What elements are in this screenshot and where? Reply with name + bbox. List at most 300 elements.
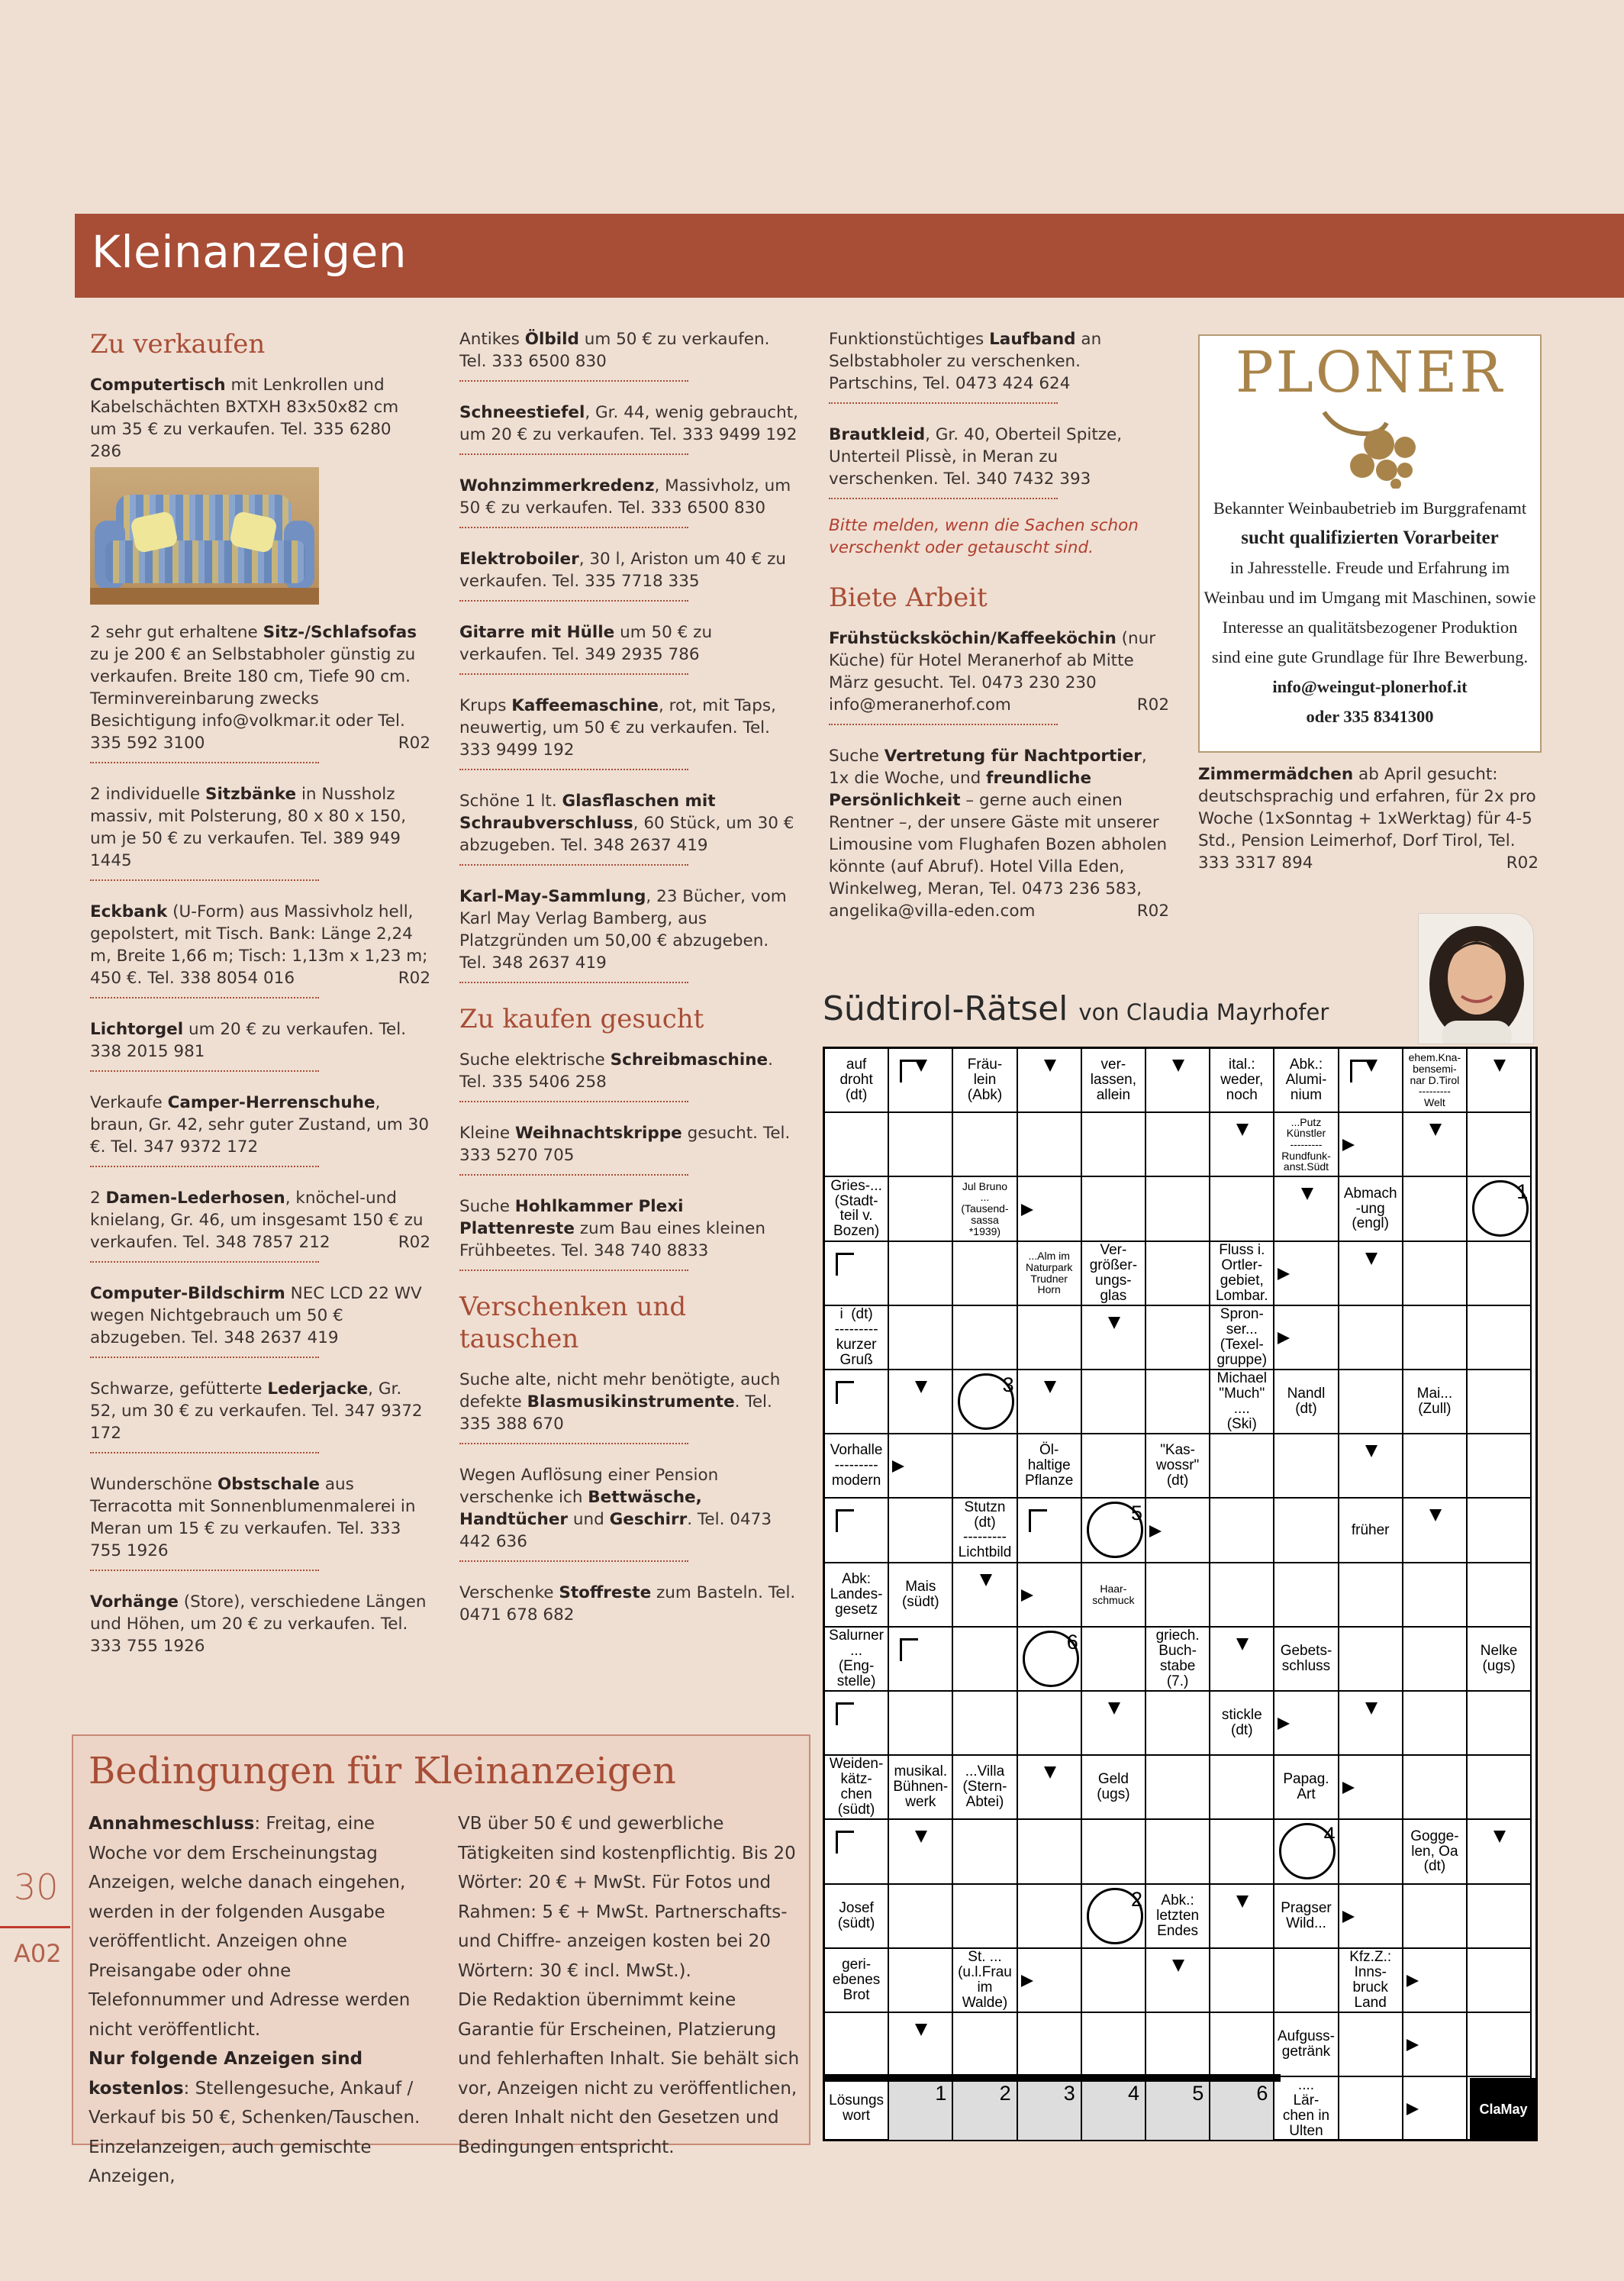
crossword-cell[interactable] — [1468, 1306, 1532, 1370]
arrow-down-icon — [1236, 1895, 1249, 1908]
crossword-cell[interactable]: Lösungs wort — [825, 2077, 889, 2141]
crossword-cell[interactable]: Nandl (dt) — [1274, 1370, 1339, 1434]
crossword-cell[interactable] — [1403, 1306, 1468, 1370]
crossword-cell[interactable] — [825, 1113, 889, 1177]
crossword-cell[interactable] — [1274, 1499, 1339, 1563]
ad-text: zu je 200 € an Selbstabholer günstig zu verkaufen. Breite 180 cm, Tiefe 90 cm. Terminvereinbarung zwecks Besichtigung info@volkmar.it oder Tel. 335 592 3100 — [90, 645, 416, 753]
crossword-cell[interactable] — [1018, 1820, 1082, 1884]
crossword-cell[interactable]: St. ... (u.l.Frau im Walde) — [953, 1949, 1017, 2013]
crossword-cell[interactable] — [1468, 2013, 1532, 2077]
classified-ad — [90, 1018, 407, 1072]
crossword-cell[interactable]: Ver- größer- ungs- glas — [1082, 1242, 1146, 1306]
crossword-cell[interactable] — [1146, 1820, 1210, 1884]
page-code: A02 — [14, 1939, 62, 1968]
arrow-down-icon — [1172, 1060, 1184, 1072]
hook-arrow-icon — [900, 1060, 918, 1082]
crossword-cell[interactable] — [1210, 1499, 1274, 1563]
solution-number: 6 — [1066, 1630, 1078, 1653]
crossword-cell[interactable] — [1210, 2013, 1274, 2077]
ad-text: aus Terracotta mit Sonnenblumenmalerei in Meran um 15 € zu verkaufen. Tel. 333 755 1926 — [90, 1475, 416, 1560]
crossword-cell[interactable] — [953, 1113, 1017, 1177]
crossword-cell[interactable] — [889, 1499, 953, 1563]
arrow-down-icon — [1108, 1702, 1120, 1715]
arrow-down-icon — [1108, 1317, 1120, 1329]
ad-text: (U-Form) aus Massivholz hell, gepolstert, mit Tisch. Bank: Länge 2,24 m, Breite 1,66 m; Tisch: 1,13m x 1,23 m; 450 €. Tel. 338 8054 016 — [90, 902, 428, 988]
ad-text: Verschenke — [459, 1583, 559, 1602]
crossword-cell[interactable]: Salurner ... (Eng- stelle) — [825, 1628, 889, 1692]
crossword-cell[interactable]: ...Putz Künstler --------- Rundfunk- anst.Südt — [1274, 1113, 1339, 1177]
crossword-cell[interactable]: Papag. Art — [1274, 1756, 1339, 1820]
ad-text: (nur Küche) für Hotel Meranerhof ab Mitte März gesucht. Tel. 0473 230 230 info@meranerhof.com — [829, 629, 1156, 715]
ad-text: , Massivholz, um 50 € zu verkaufen. Tel. 333 6500 830 — [459, 476, 791, 518]
crossword-cell[interactable]: ital.: weder, noch — [1210, 1049, 1274, 1113]
crossword-cell[interactable] — [1018, 1499, 1082, 1563]
author-photo — [1418, 913, 1534, 1044]
crossword-cell[interactable] — [1339, 1370, 1403, 1434]
crossword-cell[interactable] — [1468, 1563, 1532, 1628]
crossword-cell[interactable] — [1468, 1820, 1532, 1884]
crossword-cell[interactable] — [1468, 1242, 1532, 1306]
crossword-cell[interactable] — [825, 1820, 889, 1884]
arrow-down-icon — [980, 1574, 992, 1586]
ad-text: gesucht. Tel. 333 5270 705 — [459, 1124, 791, 1165]
crossword-cell[interactable] — [1082, 1820, 1146, 1884]
conditions-text: Die Redaktion übernimmt keine Garantie für Erscheinen, Platzierung und fehlerhaften Inhalt. Sie behält sich vor, Anzeigen nicht zu veröffentlichen, deren Inhalt nicht den Gesetzen und Bedingungen entspricht. — [458, 1990, 800, 2157]
ad-bold: Geschirr — [609, 1510, 688, 1529]
crossword-cell[interactable] — [1339, 2077, 1403, 2141]
arrow-down-icon — [1044, 1060, 1056, 1072]
puzzle-author: von Claudia Mayrhofer — [1078, 999, 1329, 1025]
crossword-cell[interactable] — [1274, 1563, 1339, 1628]
ad-text: in Nussholz massiv, mit Polsterung, 80 x 80 x 150, um je 50 € zu verkaufen. Tel. 389 949 1445 — [90, 785, 407, 870]
crossword-cell[interactable]: Gries-... (Stadt- teil v. Bozen) — [825, 1177, 889, 1241]
crossword-cell[interactable] — [1468, 1692, 1532, 1756]
crossword-cell[interactable]: Michael "Much" .... (Ski) — [1210, 1370, 1274, 1434]
crossword-cell[interactable]: .... Lär- chen in Ulten — [1274, 2077, 1339, 2141]
ploner-phone: oder 335 8341300 — [1306, 707, 1434, 726]
crossword-cell[interactable] — [1339, 2013, 1403, 2077]
ad-text: , 1x die Woche, und — [829, 747, 1147, 788]
ad-bold: Obstschale — [217, 1475, 321, 1494]
arrow-down-icon — [1044, 1381, 1056, 1393]
crossword-cell[interactable] — [1082, 1306, 1146, 1370]
crossword-cell[interactable]: Mais (südt) — [889, 1563, 953, 1628]
crossword-cell[interactable]: Nelke (ugs) — [1468, 1628, 1532, 1692]
crossword-cell[interactable] — [953, 1692, 1017, 1756]
crossword-cell[interactable] — [1146, 1756, 1210, 1820]
crossword-cell[interactable] — [1210, 1563, 1274, 1628]
classified-ad — [829, 424, 1123, 499]
crossword-cell[interactable]: Spron- ser... (Texel- gruppe) — [1210, 1306, 1274, 1370]
crossword-cell[interactable] — [1403, 1628, 1468, 1692]
ad-text: Antikes — [459, 330, 525, 349]
classified-ad — [90, 1187, 430, 1263]
arrow-right-icon — [1406, 2103, 1419, 2115]
crossword-cell[interactable] — [1018, 1756, 1082, 1820]
puzzle-title-text: Südtirol-Rätsel — [823, 989, 1068, 1028]
ploner-line: Bekannter Weinbaubetrieb im Burggrafenamt — [1213, 498, 1527, 518]
ad-bold: Eckbank — [90, 902, 168, 921]
hook-arrow-icon — [836, 1509, 854, 1532]
classified-ad — [90, 901, 430, 999]
crossword-cell[interactable] — [1146, 1370, 1210, 1434]
ad-text: zum Basteln. Tel. 0471 678 682 — [459, 1583, 796, 1624]
crossword-cell[interactable] — [1146, 1563, 1210, 1628]
ad-bold: Wohnzimmerkredenz — [459, 476, 655, 495]
arrow-right-icon — [1278, 1718, 1290, 1730]
crossword-cell[interactable] — [1274, 1434, 1339, 1499]
arrow-down-icon — [1301, 1188, 1313, 1200]
solution-bar — [823, 2074, 1281, 2082]
crossword-cell[interactable] — [1082, 1949, 1146, 2013]
crossword-cell[interactable]: Pragser Wild... — [1274, 1885, 1339, 1949]
crossword-cell[interactable]: Abk.: Alumi- nium — [1274, 1049, 1339, 1113]
arrow-down-icon — [915, 2024, 927, 2036]
crossword-cell[interactable] — [1403, 1563, 1468, 1628]
crossword-cell[interactable] — [889, 1820, 953, 1884]
arrow-right-icon — [1021, 1204, 1033, 1216]
hook-arrow-icon — [1350, 1060, 1368, 1082]
ad-bold: Kaffeemaschine — [511, 696, 659, 715]
crossword-cell[interactable] — [1082, 1434, 1146, 1499]
crossword-cell[interactable] — [1210, 1434, 1274, 1499]
ploner-email[interactable]: info@weingut-plonerhof.it — [1272, 677, 1468, 696]
crossword-cell[interactable] — [889, 1049, 953, 1113]
classified-ad — [459, 621, 713, 675]
crossword-cell[interactable]: Abk: Landes- gesetz — [825, 1563, 889, 1628]
crossword-cell[interactable] — [1403, 1499, 1468, 1563]
crossword-cell[interactable] — [889, 1692, 953, 1756]
crossword-cell[interactable] — [825, 2013, 889, 2077]
crossword-cell[interactable] — [889, 1242, 953, 1306]
crossword-cell[interactable] — [1146, 1049, 1210, 1113]
ad-bold: Karl-May-Sammlung — [459, 887, 646, 906]
crossword-cell[interactable] — [1339, 1434, 1403, 1499]
crossword-cell[interactable] — [1468, 1113, 1532, 1177]
crossword-cell[interactable]: Josef (südt) — [825, 1885, 889, 1949]
hook-arrow-icon — [836, 1381, 854, 1404]
ad-text: Suche alte, nicht mehr benötigte, auch defekte — [459, 1370, 781, 1412]
conditions-bold: Annahmeschluss — [89, 1814, 255, 1834]
crossword-cell[interactable] — [825, 1692, 889, 1756]
solution-number: 2 — [999, 2082, 1011, 2105]
arrow-right-icon — [1342, 1782, 1355, 1794]
ad-bold: Lichtorgel — [90, 1020, 184, 1039]
crossword-cell[interactable] — [889, 1177, 953, 1241]
ad-bold: Schneestiefel — [459, 403, 585, 422]
crossword-cell[interactable]: geri- ebenes Brot — [825, 1949, 889, 2013]
crossword-cell[interactable] — [889, 2013, 953, 2077]
ad-code: R02 — [1136, 695, 1169, 715]
puzzle-brand: ClaMay — [1470, 2078, 1537, 2141]
crossword-cell[interactable]: i (dt) --------- kurzer Gruß — [825, 1306, 889, 1370]
crossword-cell[interactable] — [1082, 1370, 1146, 1434]
ad-text: , 23 Bücher, vom Karl May Verlag Bamberg, aus Platzgründen um 50,00 € abzugeben. Tel. 348 2637 419 — [459, 887, 787, 973]
ad-text: 2 sehr gut erhaltene — [90, 623, 263, 642]
crossword-cell[interactable] — [1018, 1692, 1082, 1756]
arrow-down-icon — [1365, 1253, 1378, 1265]
ad-bold: Sitz-/Schlafsofas — [263, 623, 417, 642]
crossword-cell[interactable] — [1082, 1692, 1146, 1756]
crossword-cell[interactable] — [1339, 1049, 1403, 1113]
crossword-cell[interactable] — [1146, 1949, 1210, 2013]
conditions-box — [72, 1734, 810, 2186]
crossword-cell[interactable] — [1146, 1113, 1210, 1177]
ploner-headline: sucht qualifizierten Vorarbeiter — [1241, 528, 1499, 548]
crossword-cell[interactable] — [1339, 1563, 1403, 1628]
crossword-cell[interactable]: griech. Buch- stabe (7.) — [1146, 1628, 1210, 1692]
crossword-cell[interactable]: "Kas- wossr" (dt) — [1146, 1434, 1210, 1499]
crossword-cell[interactable] — [825, 1370, 889, 1434]
crossword-cell[interactable] — [825, 1499, 889, 1563]
crossword-cell[interactable]: musikal. Bühnen- werk — [889, 1756, 953, 1820]
hook-arrow-icon — [836, 1253, 854, 1276]
ad-text: Wegen Auflösung einer Pension verschenke ich — [459, 1466, 719, 1507]
crossword-cell[interactable] — [1403, 1434, 1468, 1499]
arrow-right-icon — [1021, 1975, 1033, 1987]
crossword-cell[interactable] — [1339, 1628, 1403, 1692]
crossword-cell[interactable] — [1210, 1628, 1274, 1692]
crossword-cell[interactable]: Geld (ugs) — [1082, 1756, 1146, 1820]
classified-ad — [459, 886, 787, 983]
crossword-cell[interactable]: Vorhalle --------- modern — [825, 1434, 889, 1499]
classified-ad — [90, 1092, 430, 1167]
crossword-cell[interactable] — [1339, 1820, 1403, 1884]
crossword-cell[interactable] — [953, 1306, 1017, 1370]
ad-text: zum Bau eines kleinen Frühbeetes. Tel. 348 740 8833 — [459, 1219, 766, 1260]
ad-text: , Gr. 44, wenig gebraucht, um 20 € zu verkaufen. Tel. 333 9499 192 — [459, 403, 799, 444]
crossword-cell[interactable] — [1018, 1113, 1082, 1177]
crossword-cell[interactable] — [1468, 1049, 1532, 1113]
column-2 — [459, 328, 810, 1653]
classified-ad — [459, 1582, 796, 1634]
crossword-cell[interactable] — [1468, 1949, 1532, 2013]
section-heading-arbeit: Biete Arbeit — [829, 582, 988, 613]
crossword-cell[interactable]: Haar- schmuck — [1082, 1563, 1146, 1628]
crossword-cell[interactable] — [1274, 1177, 1339, 1241]
crossword-cell[interactable] — [889, 1885, 953, 1949]
ad-text: ab April gesucht: deutschsprachig und erfahren, für 2x pro Woche (1xSonntag + 1xWerktag) für 4-5 Std., Pension Leimerhof, Dorf Tirol, Tel. 333 3317 894 — [1198, 765, 1536, 873]
crossword-cell[interactable] — [1018, 1306, 1082, 1370]
section-heading-tauschen: Verschenken und tauschen — [459, 1292, 687, 1354]
hook-arrow-icon — [1029, 1509, 1047, 1532]
ad-text: Verkaufe — [90, 1093, 168, 1112]
ad-code: R02 — [398, 969, 430, 988]
crossword-cell[interactable]: stickle (dt) — [1210, 1692, 1274, 1756]
arrow-right-icon — [1021, 1589, 1033, 1602]
arrow-down-icon — [1236, 1124, 1249, 1136]
crossword-cell[interactable] — [1146, 1177, 1210, 1241]
classified-ad — [829, 628, 1169, 725]
crossword-cell[interactable] — [1210, 1177, 1274, 1241]
hook-arrow-icon — [836, 1702, 854, 1725]
crossword-cell[interactable] — [825, 1242, 889, 1306]
ad-bold: Gitarre mit Hülle — [459, 623, 615, 642]
arrow-down-icon — [1429, 1124, 1442, 1136]
crossword-cell[interactable] — [1339, 1306, 1403, 1370]
classified-ad — [90, 1378, 423, 1453]
ad-text: , Gr. 40, Oberteil Spitze, Unterteil Plissè, in Meran zu verschenken. Tel. 340 7432 393 — [829, 425, 1123, 489]
arrow-down-icon — [1172, 1960, 1184, 1972]
ad-bold: Hohlkammer Plexi Plattenreste — [459, 1197, 684, 1238]
page-title: Kleinanzeigen — [92, 226, 408, 278]
ad-text: mit Lenkrollen und Kabelschächten BXTXH 83x50x82 cm um 35 € zu verkaufen. Tel. 335 6280 286 — [90, 376, 399, 461]
ad-text: , braun, Gr. 42, sehr guter Zustand, um 30 €. Tel. 347 9372 172 — [90, 1093, 430, 1157]
crossword-cell[interactable] — [1210, 1113, 1274, 1177]
ad-text: , rot, mit Taps, neuwertig, um 50 € zu verkaufen. Tel. 333 9499 192 — [459, 696, 776, 760]
crossword-cell[interactable]: auf droht (dt) — [825, 1049, 889, 1113]
ad-text: (Store), verschiedene Längen und Höhen, um 20 € zu verkaufen. Tel. 333 755 1926 — [90, 1592, 427, 1656]
crossword-cell[interactable] — [1468, 1499, 1532, 1563]
ad-bold: Elektroboiler — [459, 550, 579, 569]
classified-ad — [459, 1049, 773, 1102]
crossword-cell[interactable]: Fräu- lein (Abk) — [953, 1049, 1017, 1113]
solution-number: 5 — [1192, 2082, 1204, 2105]
note-text: Bitte melden, wenn die Sachen schon verschenkt oder getauscht sind. — [829, 516, 1139, 557]
crossword-cell[interactable] — [1339, 1242, 1403, 1306]
crossword-cell[interactable] — [1146, 1306, 1210, 1370]
crossword-cell[interactable]: Jul Bruno ... (Tausend- sassa *1939) — [953, 1177, 1017, 1241]
ad-code: R02 — [398, 1233, 430, 1252]
crossword-cell[interactable] — [889, 1628, 953, 1692]
ad-text: um 50 € zu verkaufen. Tel. 349 2935 786 — [459, 623, 713, 664]
crossword-cell[interactable]: ehem.Kna- bensemi- nar D.Tirol --------- Welt — [1403, 1049, 1468, 1113]
ad-bold: Frühstücksköchin/Kaffeeköchin — [829, 629, 1116, 648]
crossword-cell[interactable] — [1468, 1756, 1532, 1820]
arrow-down-icon — [1429, 1509, 1442, 1521]
arrow-down-icon — [915, 1381, 927, 1393]
solution-number: 3 — [1063, 2082, 1075, 2105]
crossword-cell[interactable] — [1274, 1949, 1339, 2013]
ad-bold: Schreibmaschine — [610, 1050, 768, 1070]
crossword-cell[interactable] — [1339, 1692, 1403, 1756]
crossword-cell[interactable]: Mai... (Zull) — [1403, 1370, 1468, 1434]
crossword-cell[interactable] — [1403, 1885, 1468, 1949]
ad-bold: Weihnachtskrippe — [514, 1124, 682, 1143]
ad-bold: Glasflaschen mit Schraubverschluss — [459, 792, 716, 833]
crossword-cell[interactable] — [1082, 2013, 1146, 2077]
arrow-right-icon — [1406, 1975, 1419, 1987]
crossword-cell[interactable]: Weiden- kätz- chen (südt) — [825, 1756, 889, 1820]
arrow-down-icon — [915, 1831, 927, 1843]
crossword-cell[interactable] — [1403, 1692, 1468, 1756]
crossword-cell[interactable] — [1403, 1756, 1468, 1820]
arrow-right-icon — [1149, 1525, 1162, 1537]
crossword-grid — [823, 1047, 1538, 2141]
crossword-cell[interactable] — [1468, 1370, 1532, 1434]
crossword-cell[interactable] — [1146, 1692, 1210, 1756]
crossword-cell[interactable]: Kfz.Z.: Inns- bruck Land — [1339, 1949, 1403, 2013]
crossword-cell[interactable]: ver- lassen, allein — [1082, 1049, 1146, 1113]
classified-ad — [459, 695, 776, 770]
ad-code: R02 — [398, 734, 430, 753]
crossword-cell[interactable] — [889, 1370, 953, 1434]
crossword-cell[interactable]: ...Alm im Naturpark Trudner Horn — [1018, 1242, 1082, 1306]
crossword-cell[interactable] — [953, 2013, 1017, 2077]
conditions-text: : Stellengesuche, Ankauf / Verkauf bis 50 €, Schenken/Tauschen. — [89, 2078, 420, 2128]
arrow-right-icon — [1342, 1139, 1355, 1151]
crossword-cell[interactable] — [1468, 1434, 1532, 1499]
crossword-cell[interactable] — [953, 1820, 1017, 1884]
crossword-cell[interactable] — [953, 1563, 1017, 1628]
crossword-cell[interactable] — [1018, 1049, 1082, 1113]
ad-code: R02 — [1136, 902, 1169, 921]
ploner-line: in Jahresstelle. Freude und Erfahrung im — [1229, 558, 1510, 577]
ad-text: Schwarze, gefütterte — [90, 1379, 268, 1399]
crossword-cell[interactable]: Abmach -ung (engl) — [1339, 1177, 1403, 1241]
crossword-cell[interactable] — [1146, 1242, 1210, 1306]
crossword-cell[interactable]: Öl- haltige Pflanze — [1018, 1434, 1082, 1499]
crossword-cell[interactable] — [1468, 1885, 1532, 1949]
ad-text: . Tel. 0473 442 636 — [459, 1510, 772, 1551]
crossword-cell[interactable] — [1082, 1177, 1146, 1241]
crossword-cell[interactable] — [1210, 1885, 1274, 1949]
ad-bold: Stoffreste — [559, 1583, 652, 1602]
ad-text: Krups — [459, 696, 512, 715]
arrow-down-icon — [1365, 1702, 1378, 1715]
ad-bold: Vorhänge — [90, 1592, 179, 1612]
crossword-cell[interactable] — [1210, 1820, 1274, 1884]
crossword-cell[interactable] — [953, 1242, 1017, 1306]
crossword-cell[interactable] — [953, 1885, 1017, 1949]
ad-text: , 30 l, Ariston um 40 € zu verkaufen. Tel. 335 7718 335 — [459, 550, 786, 591]
grapes-icon — [1316, 405, 1423, 489]
crossword-cell[interactable]: Abk.: letzten Endes — [1146, 1885, 1210, 1949]
ad-text: 2 — [90, 1189, 106, 1208]
ad-bold: Sitzbänke — [205, 785, 297, 804]
hook-arrow-icon — [900, 1638, 918, 1661]
crossword-cell[interactable] — [1082, 1113, 1146, 1177]
crossword-cell[interactable] — [1403, 1113, 1468, 1177]
sofa-photo — [90, 467, 319, 605]
ad-bold: Vertretung für Nachtportier — [884, 747, 1142, 766]
classified-ad — [459, 548, 786, 602]
crossword-cell[interactable] — [1403, 1242, 1468, 1306]
crossword-cell[interactable]: Fluss i. Ortler- gebiet, Lombar. — [1210, 1242, 1274, 1306]
crossword-cell[interactable] — [1082, 1628, 1146, 1692]
ad-text: um 20 € zu verkaufen. Tel. 338 2015 981 — [90, 1020, 407, 1061]
classified-ad — [459, 475, 791, 528]
crossword-cell[interactable] — [1403, 1177, 1468, 1241]
solution-number: 6 — [1256, 2082, 1268, 2105]
crossword-cell[interactable]: Aufguss- getränk — [1274, 2013, 1339, 2077]
classified-ad — [829, 745, 1169, 930]
crossword-cell[interactable]: Gogge- len, Oa (dt) — [1403, 1820, 1468, 1884]
crossword-cell[interactable]: ...Villa (Stern- Abtei) — [953, 1756, 1017, 1820]
crossword-cell[interactable] — [1210, 1949, 1274, 2013]
ad-text: Schöne 1 lt. — [459, 792, 562, 811]
crossword-cell[interactable] — [953, 1434, 1017, 1499]
crossword-cell[interactable]: Gebets- schluss — [1274, 1628, 1339, 1692]
crossword-cell[interactable] — [1146, 2013, 1210, 2077]
ad-text: Suche — [459, 1197, 515, 1216]
crossword-cell[interactable] — [1018, 2013, 1082, 2077]
crossword-cell[interactable] — [953, 1628, 1017, 1692]
crossword-cell[interactable] — [889, 1949, 953, 2013]
crossword-cell[interactable] — [889, 1306, 953, 1370]
crossword-cell[interactable]: Stutzn (dt) --------- Lichtbild — [953, 1499, 1017, 1563]
ad-bold: freundliche Persönlichkeit — [829, 769, 1092, 810]
ad-bold: Computer-Bildschirm — [90, 1284, 285, 1303]
crossword-cell[interactable] — [1018, 1885, 1082, 1949]
section-header — [75, 214, 1624, 298]
crossword-cell[interactable] — [1018, 1370, 1082, 1434]
crossword-cell[interactable] — [1210, 1756, 1274, 1820]
crossword-cell[interactable]: früher — [1339, 1499, 1403, 1563]
crossword-cell[interactable] — [889, 1113, 953, 1177]
solution-number: 2 — [1131, 1887, 1143, 1911]
puzzle-title — [823, 989, 1329, 1028]
